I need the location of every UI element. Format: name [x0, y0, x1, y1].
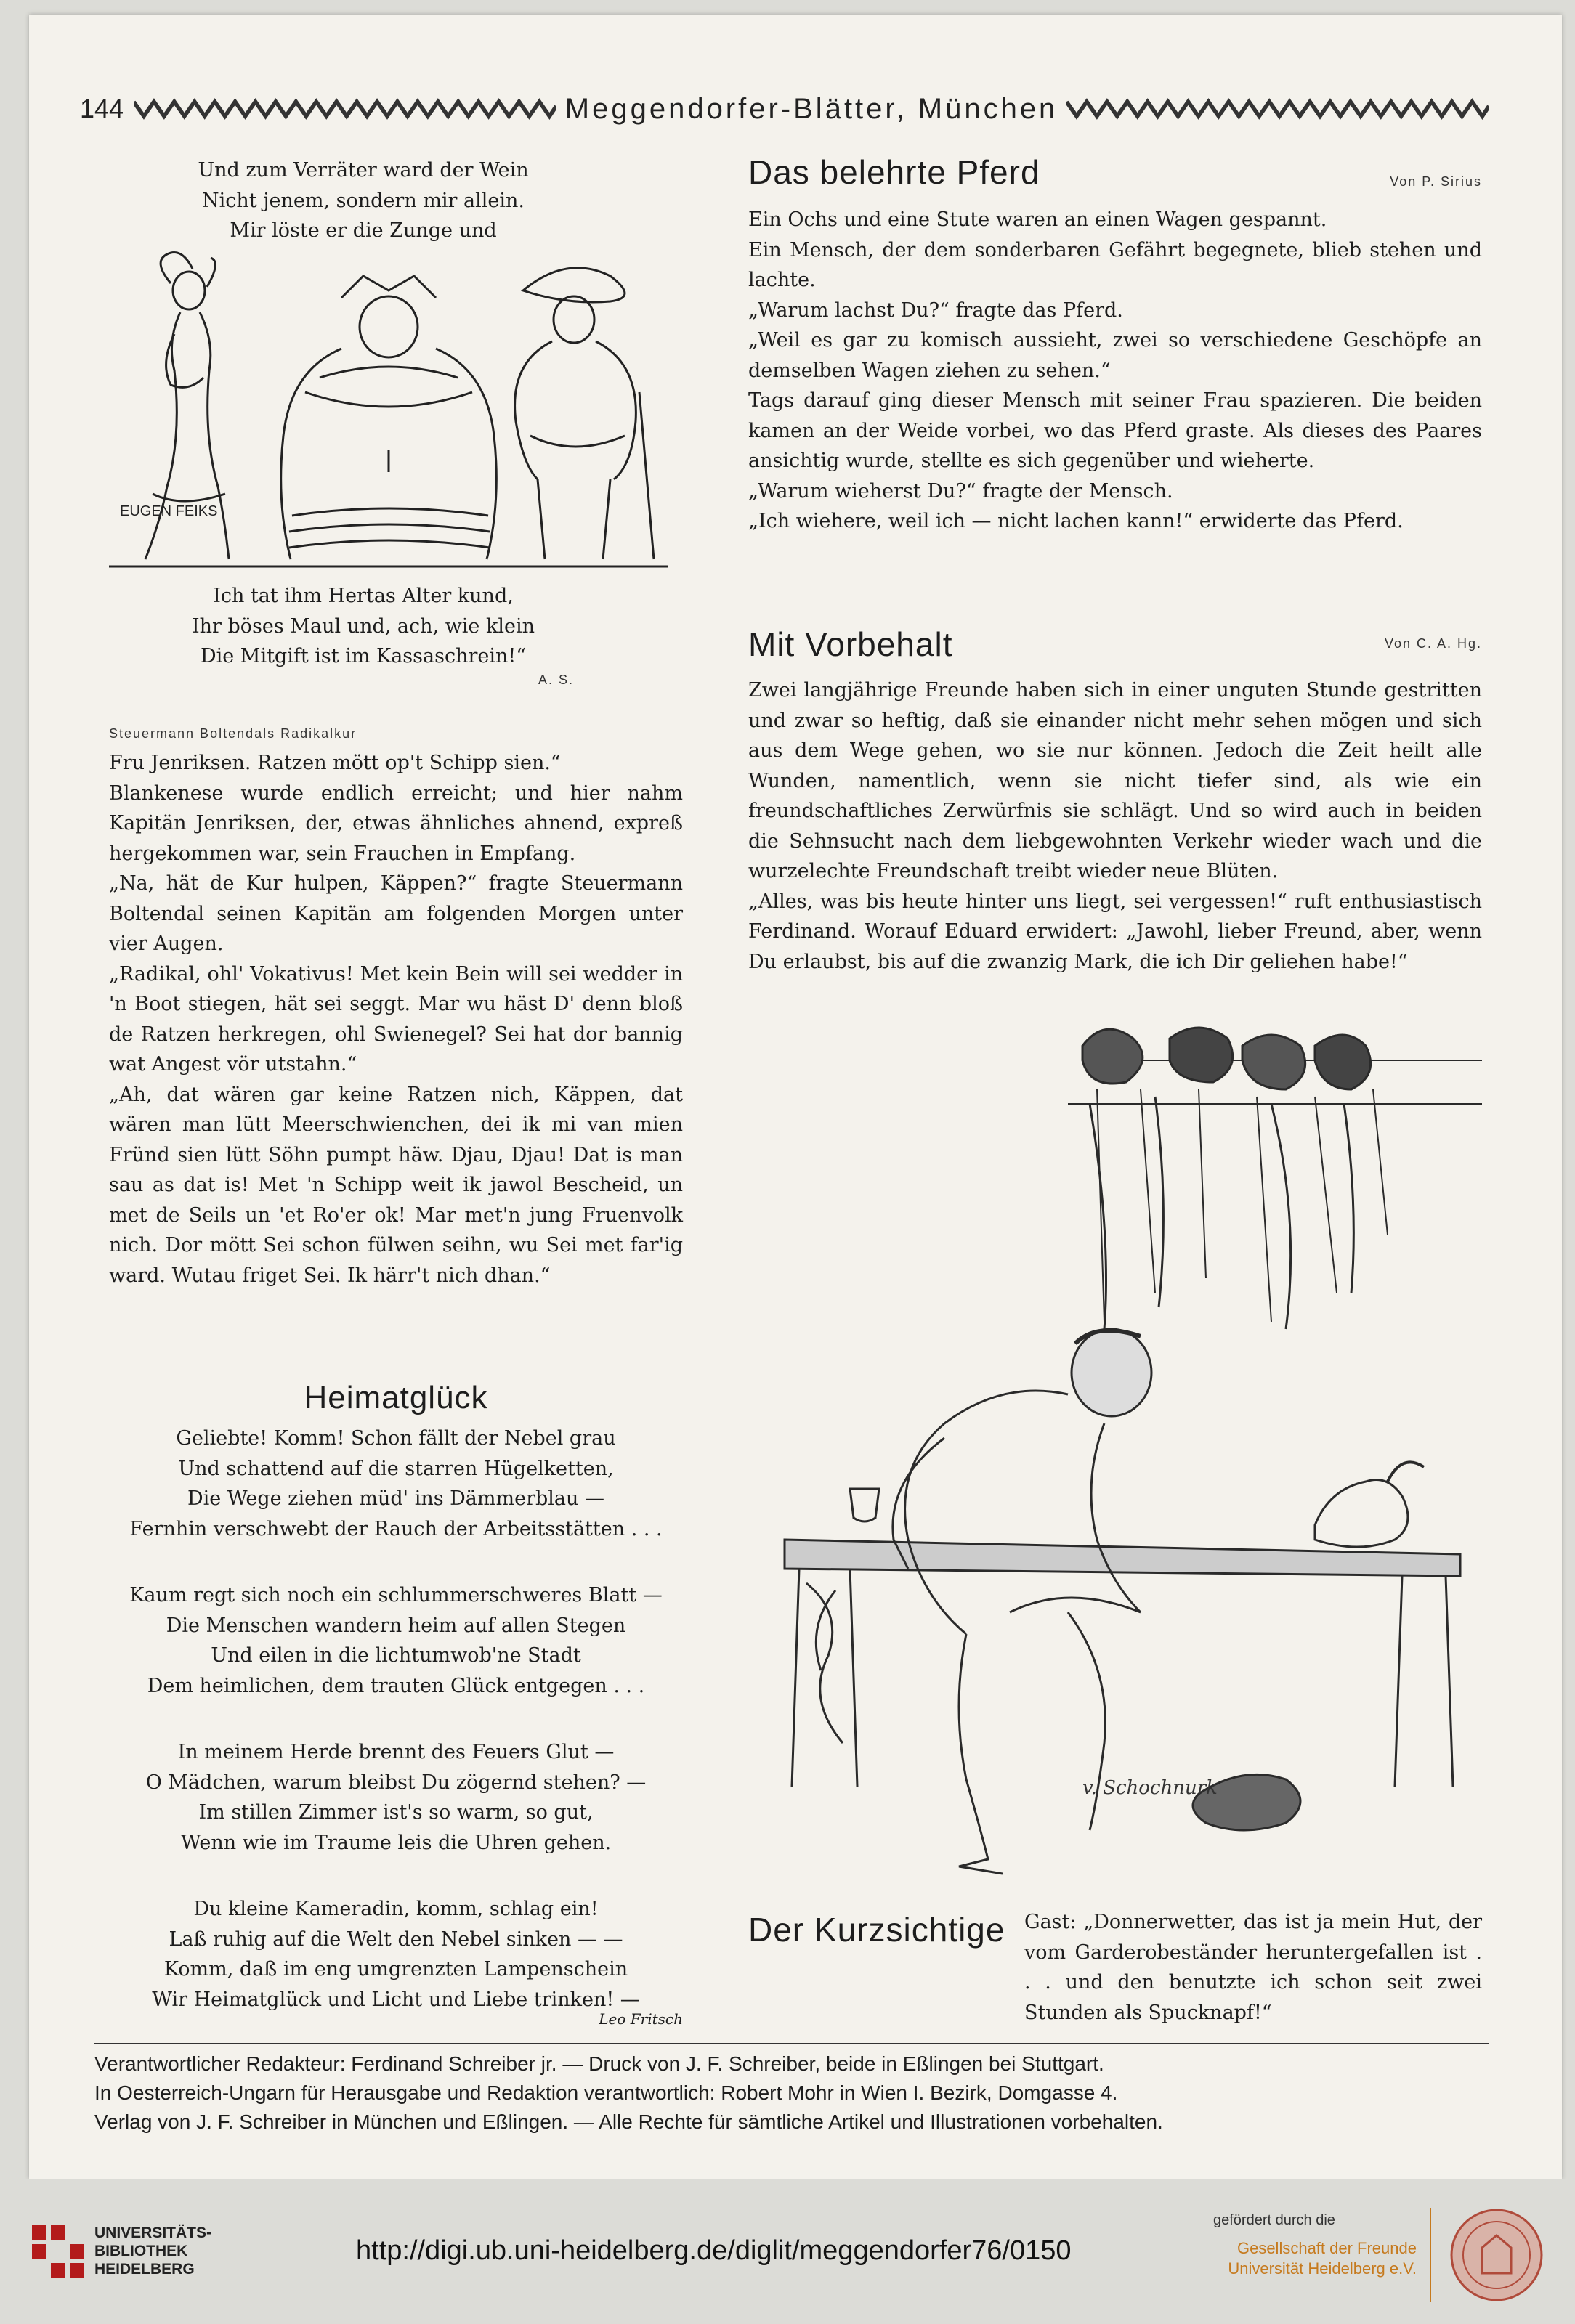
story-boltendal [109, 748, 683, 1291]
imprint-line: Verantwortlicher Redakteur: Ferdinand Schreiber jr. — Druck von J. F. Schreiber, beide in Eßlingen bei Stuttgart. [94, 2052, 1104, 2075]
story1 [748, 205, 1482, 537]
poem-line: Komm, daß im eng umgrenzten Lampenschein [163, 1958, 628, 1980]
story2-title: Mit Vorbehalt [748, 625, 953, 663]
caricature-illustration [102, 247, 676, 574]
imprint-line: Verlag von J. F. Schreiber in München und Eßlingen. — Alle Rechte für sämtliche Artikel und Illustrationen vorbehalten. [94, 2110, 1163, 2133]
page-number: 144 [80, 94, 124, 123]
illustration-signature-left: EUGEN FEIKS [120, 503, 218, 519]
poem-line: Wir Heimatglück und Licht und Liebe trinken! — [152, 1988, 640, 2011]
poem-line: O Mädchen, warum bleibst Du zögernd stehen? — [145, 1771, 647, 1794]
page-url-link[interactable]: http://digi.ub.uni-heidelberg.de/diglit/meggendorfer76/0150 [356, 2235, 1072, 2266]
ornament-left [134, 96, 556, 122]
poem-line: Mir löste er die Zunge und [230, 219, 497, 242]
poem-line: Wenn wie im Traume leis die Uhren gehen. [180, 1831, 612, 1854]
paragraph: „Ich wiehere, weil ich — nicht lachen kann!“ erwiderte das Pferd. [748, 510, 1404, 532]
poem-line: Und eilen in die lichtumwob'ne Stadt [211, 1644, 581, 1667]
story3: Gast: „Donnerwetter, das ist ja mein Hut, der vom Garderobeständer heruntergefallen ist . . . und den benutzte ich schon seit zwei Stunden als Spucknapf!“ [1024, 1911, 1482, 2024]
poem-line: Nicht jenem, sondern mir allein. [201, 189, 525, 212]
journal-title: Meggendorfer-Blätter, München [564, 92, 1058, 125]
paragraph: Ein Mensch, der dem sonderbaren Gefährt begegnete, blieb stehen und lachte. [748, 238, 1482, 291]
paragraph: Ein Ochs und eine Stute waren an einen Wagen gespannt. [748, 208, 1327, 231]
poem2-author: Leo Fritsch [599, 2010, 683, 2028]
paragraph: „Na, hät de Kur hulpen, Käppen?“ fragte Steuermann Boltendal seinen Kapitän am folgenden Morgen unter vier Augen. [109, 872, 683, 955]
funded-by-label: gefördert durch die [1213, 2212, 1335, 2228]
illustration-signature-right: v. Schochnurk [1082, 1777, 1218, 1799]
story3-title: Der Kurzsichtige [748, 1911, 1005, 1949]
poem-line: Geliebte! Komm! Schon fällt der Nebel grau [176, 1427, 616, 1450]
imprint [94, 2049, 1489, 2137]
poem-line: In meinem Herde brennt des Feuers Glut — [177, 1741, 615, 1763]
poem-line: Die Wege ziehen müd' ins Dämmerblau — [187, 1487, 604, 1510]
poem2 [109, 1423, 683, 2015]
poem-line: Kaum regt sich noch ein schlummerschweres Blatt — [129, 1584, 663, 1606]
imprint-line: In Oesterreich-Ungarn für Herausgabe und Redaktion verantwortlich: Robert Mohr in Wien I. Bezirk, Domgasse 4. [94, 2081, 1118, 2104]
poem2-title: Heimatglück [304, 1380, 488, 1415]
paragraph: „Radikal, ohl' Vokativus! Met kein Bein will sei wedder in 'n Boot stiegen, hät sei seggt. Mar wu häst D' denn bloß de Ratzen herkregen, ohl Swienegel? Sei hat dor bannig wat Angest vör utstahn.“ [109, 962, 683, 1076]
poem-line: Du kleine Kameradin, komm, schlag ein! [193, 1898, 599, 1920]
sponsor-divider [1430, 2208, 1431, 2302]
poem-line: Die Mitgift ist im Kassaschrein!“ [200, 645, 527, 667]
story1-title: Das belehrte Pferd [748, 153, 1040, 191]
library-name-line: UNIVERSITÄTS- [94, 2225, 212, 2241]
footer-rule [94, 2043, 1489, 2044]
poem-line: Und zum Verräter ward der Wein [198, 159, 529, 182]
poem-line: Laß ruhig auf die Welt den Nebel sinken — — [169, 1927, 623, 1951]
sponsor-name [1177, 2238, 1417, 2279]
poem-line: Und schattend auf die starren Hügelketten, [178, 1457, 614, 1480]
library-name-line: HEIDELBERG [94, 2261, 195, 2278]
paragraph: „Weil es gar zu komisch aussieht, zwei so verschiedene Geschöpfe an demselben Wagen ziehen zu sehen.“ [748, 329, 1482, 382]
poem-line: Ihr böses Maul und, ach, wie klein [191, 614, 535, 638]
viewer-bar [0, 2179, 1575, 2324]
ornament-right [1066, 96, 1489, 122]
paragraph: „Alles, was bis heute hinter uns liegt, sei vergessen!“ ruft enthusiastisch Ferdinand. Worauf Eduard erwidert: „Jawohl, lieber Freund, aber, wenn Du erlaubst, bis auf die zwanzig Mark, die ich Dir geliehen habe!“ [748, 890, 1482, 973]
paragraph: „Warum lachst Du?“ fragte das Pferd. [748, 298, 1123, 322]
paragraph: Fru Jenriksen. Ratzen mött op't Schipp sien.“ [109, 752, 561, 774]
university-seal-icon [1449, 2208, 1544, 2302]
sponsor-line: Gesellschaft der Freunde [1236, 2239, 1417, 2257]
paragraph: „Ah, dat wären gar keine Ratzen nich, Käppen, dat wären man lütt Meerschwienchen, dei ik mi van mien Fründ sien lütt Söhn pumpt häw. Djau, Djau! Dat is man sau as dat is! Met 'n Schipp weit ik jawol Bescheid, un met de Seils un 'et Ro'er ok! Mar met'n jung Fruenvolk nich. Dor mött Sei schon fülwen seihn, wu Sei met far'ig ward. Wutau friget Sei. Ik härr't nich dhan.“ [109, 1083, 683, 1287]
poem-line: Im stillen Zimmer ist's so warm, so gut, [198, 1801, 594, 1824]
paragraph: „Warum wieherst Du?“ fragte der Mensch. [748, 479, 1173, 503]
page-header [80, 87, 1489, 131]
poem-line: Die Menschen wandern heim auf allen Stegen [166, 1614, 626, 1637]
bench-illustration [763, 1017, 1482, 1903]
paragraph: Zwei langjährige Freunde haben sich in einer unguten Stunde gestritten und zwar so heftig, daß sie einander nicht mehr sehen mögen und sich aus dem Wege gehen, wo sie nur können. Jedoch die Zeit heilt alle Wunden, namentlich, wenn sie nicht tiefer sind, als wie ein freundschaftliches Zerwürfnis sie schlägt. Und so wird auch in beiden die Sehnsucht nach dem liebgewohnten Verkehr wieder wach und die wurzelechte Freundschaft treibt wieder neue Blüten. [748, 679, 1482, 882]
poem-line: Ich tat ihm Hertas Alter kund, [213, 585, 514, 607]
paragraph: Tags darauf ging dieser Mensch mit seiner Frau spazieren. Die beiden kamen an der Weide vorbei, wo das Pferd graste. Als dieses des Paares ansichtig wurde, stellte es sich gegenüber und wieherte. [748, 389, 1482, 472]
sponsor-line: Universität Heidelberg e.V. [1228, 2259, 1417, 2278]
library-logo-icon [29, 2222, 87, 2280]
poem-line: Dem heimlichen, dem trauten Glück entgegen . . . [147, 1674, 645, 1697]
poem-line: Fernhin verschwebt der Rauch der Arbeitsstätten . . . [129, 1517, 663, 1540]
poem-author: A. S. [538, 673, 574, 687]
story2-byline: Von C. A. Hg. [1384, 636, 1482, 651]
story1-byline: Von P. Sirius [1390, 174, 1482, 189]
paragraph: Blankenese wurde endlich erreicht; und hier nahm Kapitän Jenriksen, der, etwas ähnliches ahnend, expreß hergekommen war, sein Frauchen in Empfang. [109, 781, 683, 865]
library-name-line: BIBLIOTHEK [94, 2243, 188, 2259]
story-title-boltendal: Steuermann Boltendals Radikalkur [109, 726, 357, 741]
poem-bottom [109, 581, 618, 672]
story2 [748, 675, 1482, 977]
poem-top [109, 155, 618, 246]
library-name [94, 2224, 211, 2278]
